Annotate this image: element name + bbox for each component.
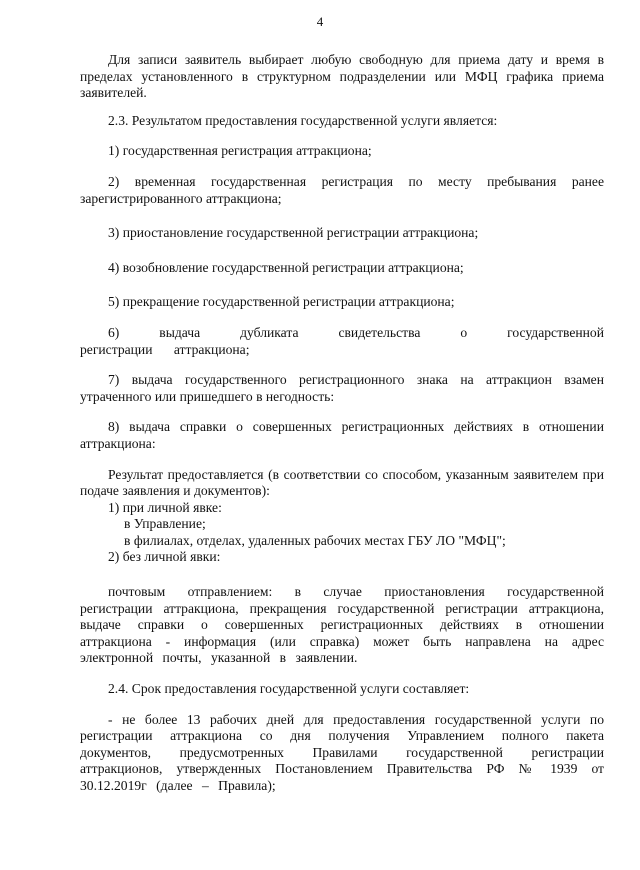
paragraph-result-5: 5) прекращение государственной регистрации аттракциона; [108, 294, 455, 310]
paragraph-result-4: 4) возобновление государственной регистрации аттракциона; [108, 259, 464, 275]
paragraph-postal: почтовым отправлением: в случае приостановления государственной регистрации аттракциона, прекращения государственной регистрации аттракциона, выдаче справки о совершенных регистрационных действиях в отношении аттракциона - информация (или справка) может быть направлена на адрес электронной почты, указанной в заявлении. [80, 584, 604, 666]
paragraph-appointment: Для записи заявитель выбирает любую свободную для приема дату и время в пределах установленного в структурном подразделении или МФЦ графика приема заявителей. [80, 52, 604, 101]
list-subitem-office: в Управление; [124, 516, 206, 532]
paragraph-result-1: 1) государственная регистрация аттракциона; [108, 143, 372, 159]
page-number: 4 [316, 14, 324, 29]
paragraph-result-delivery: Результат предоставляется (в соответствии со способом, указанным заявителем при подаче заявления и документов): [80, 466, 604, 499]
paragraph-result-6: 6) выдача дубликата свидетельства о государственной регистрации аттракциона; [80, 324, 604, 357]
paragraph-result-8: 8) выдача справки о совершенных регистрационных действиях в отношении аттракциона: [80, 419, 604, 451]
document-body [80, 52, 604, 795]
delivery-method-list [80, 500, 604, 566]
paragraph-result-3: 3) приостановление государственной регистрации аттракциона; [108, 225, 479, 241]
paragraph-deadline: - не более 13 рабочих дней для предоставления государственной услуги по регистрации аттракциона со дня получения Управлением полного пакета документов, предусмотренных Правилами государственной регистрации аттракционов, утвержденных Постановлением Правительства РФ № 1939 от 30.12.2019г (далее – Правила); [80, 711, 604, 793]
list-subitem-branches: в филиалах, отделах, удаленных рабочих местах ГБУ ЛО "МФЦ"; [124, 532, 506, 548]
paragraph-result-2: 2) временная государственная регистрация по месту пребывания ранее зарегистрированного аттракциона; [80, 173, 604, 206]
list-item-in-person: 1) при личной явке: [108, 499, 222, 515]
paragraph-result-7: 7) выдача государственного регистрационного знака на аттракцион взамен утраченного или пришедшего в негодность: [80, 372, 604, 404]
list-item-remote: 2) без личной явки: [108, 549, 221, 565]
paragraph-section-2-3: 2.3. Результатом предоставления государственной услуги является: [108, 112, 498, 128]
paragraph-section-2-4: 2.4. Срок предоставления государственной услуги составляет: [108, 681, 470, 697]
